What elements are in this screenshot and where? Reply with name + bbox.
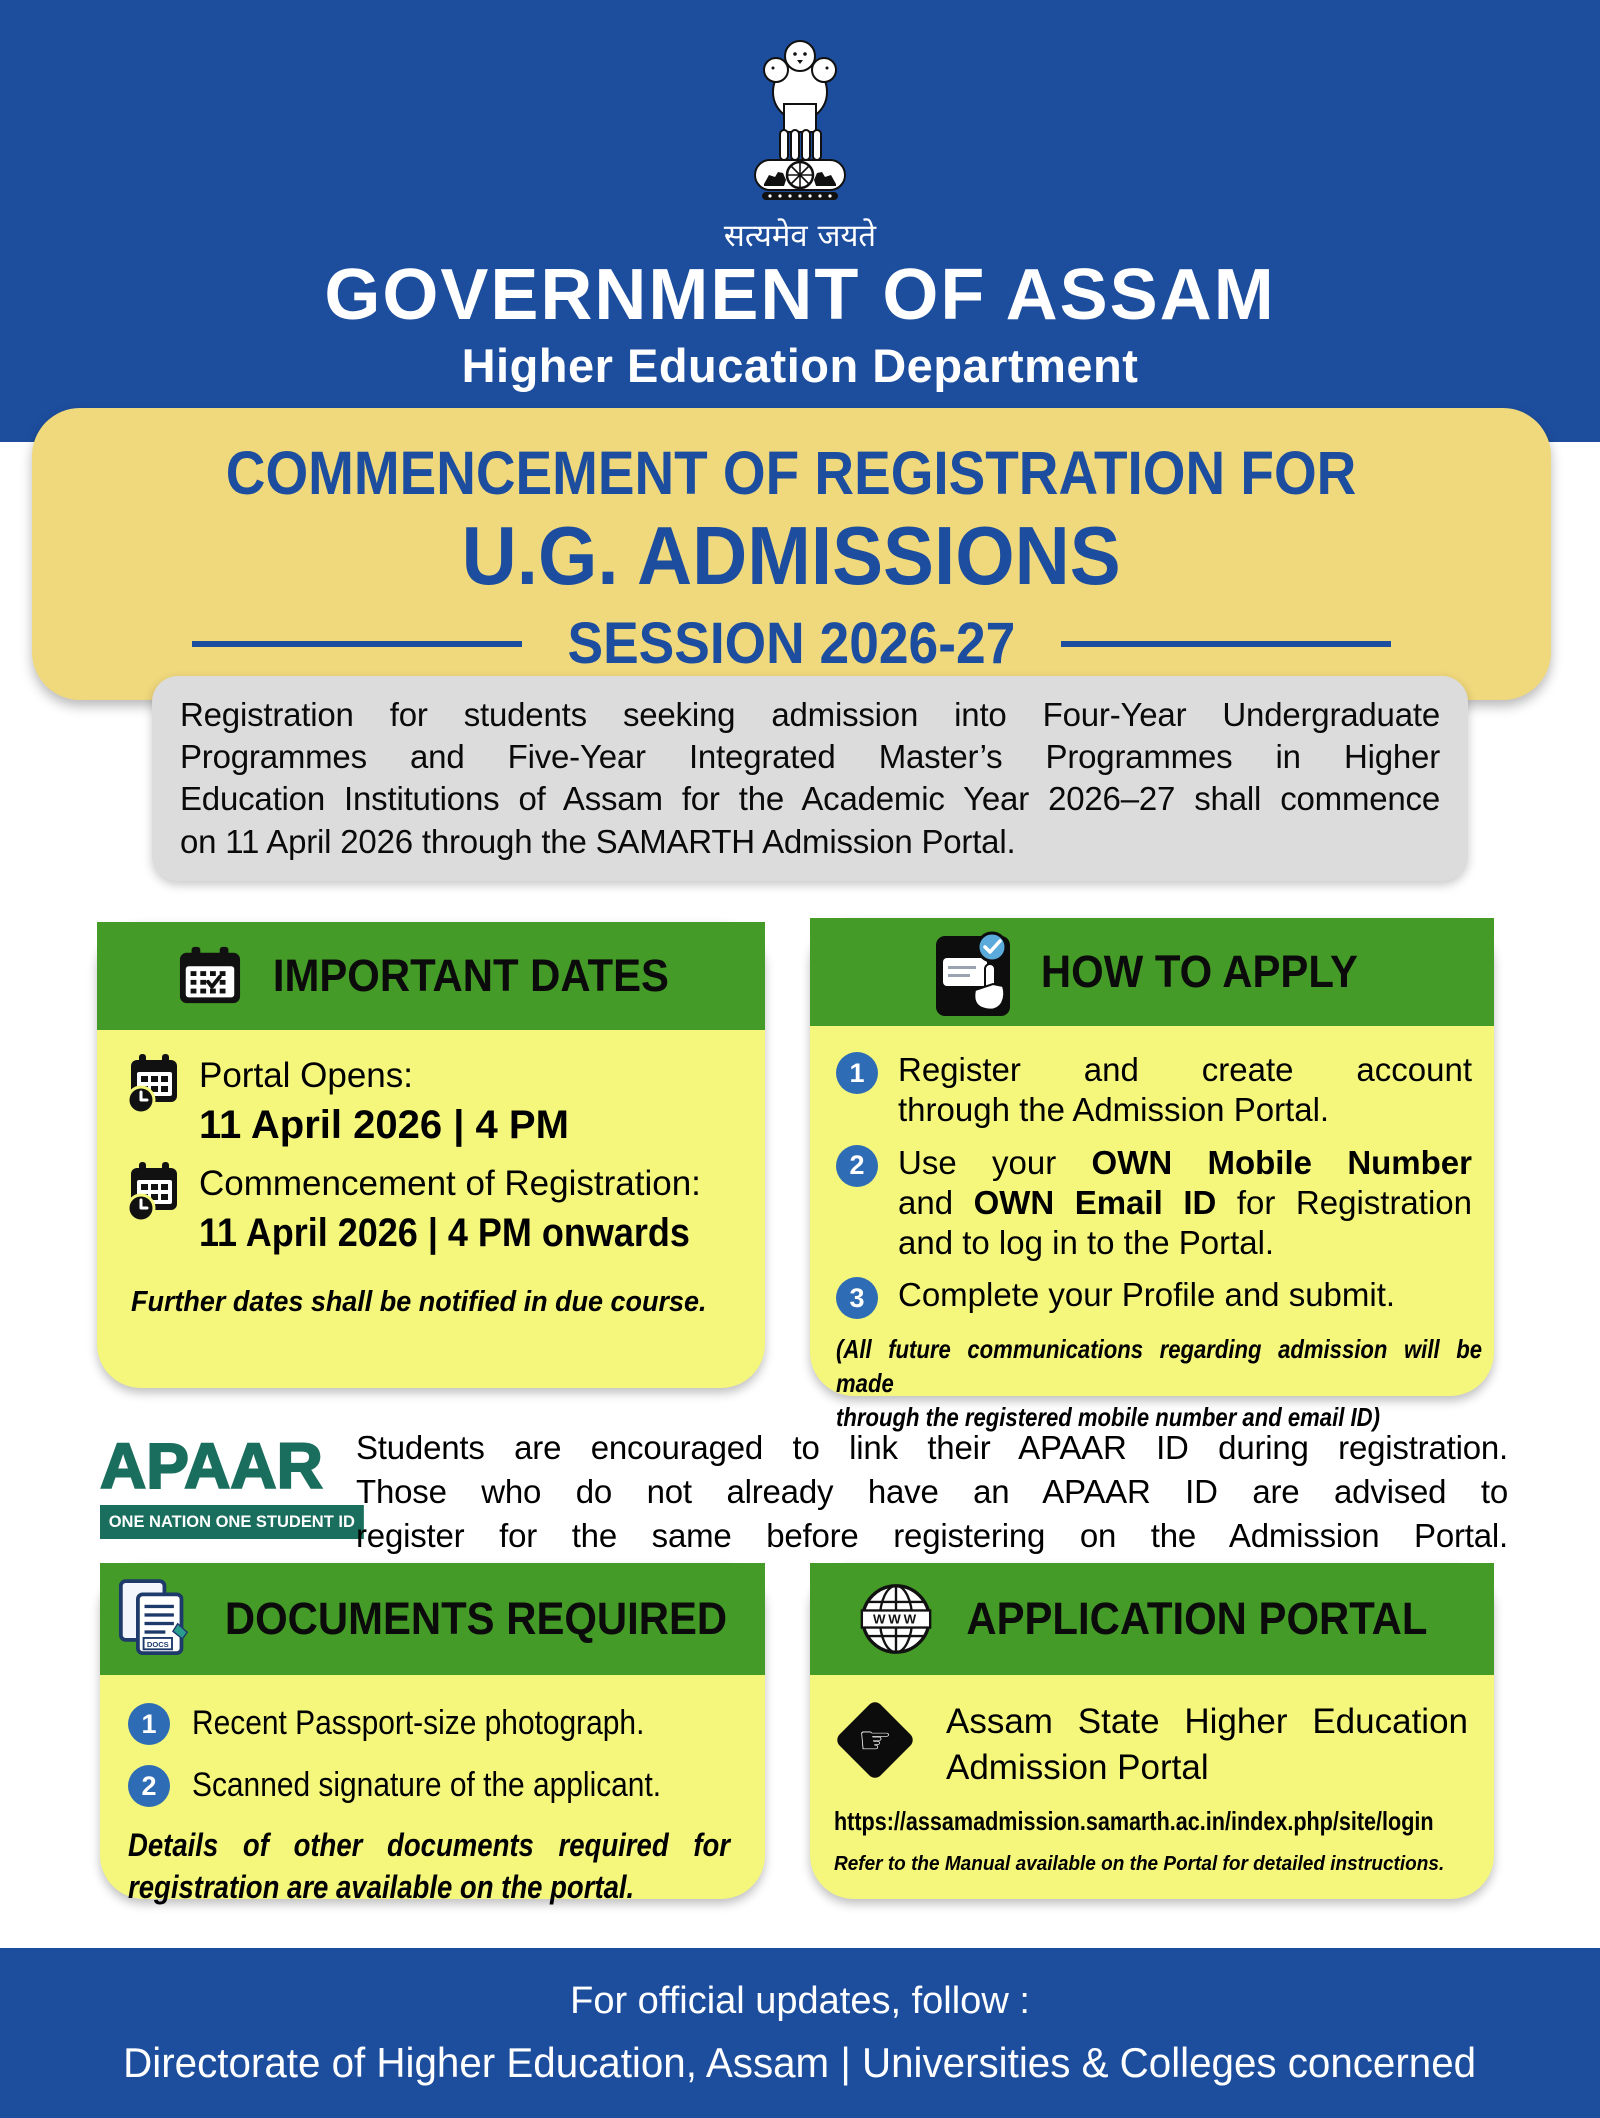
apply-note-line: (All future communications regarding admission will be made	[836, 1334, 1482, 1399]
apaar-tagline: ONE NATION ONE STUDENT ID	[100, 1505, 364, 1539]
ashoka-emblem-icon	[738, 24, 862, 208]
important-dates-title: IMPORTANT DATES	[272, 950, 670, 1001]
step-line: through the Admission Portal.	[898, 1091, 1330, 1129]
documents-note	[128, 1825, 730, 1908]
svg-text:WWW: WWW	[873, 1611, 920, 1627]
step-line: Register and create account	[898, 1051, 1472, 1088]
date-item	[127, 1054, 747, 1148]
session-rule-left	[192, 641, 522, 647]
calendar-clock-icon	[127, 1162, 181, 1222]
application-portal-title: APPLICATION PORTAL	[966, 1593, 1428, 1644]
intro-line: on 11 April 2026 through the SAMARTH Admission Portal.	[180, 822, 1016, 860]
government-title: GOVERNMENT OF ASSAM	[324, 255, 1276, 335]
date-item	[127, 1162, 747, 1256]
poster-header	[0, 0, 1600, 442]
documents-required-header	[100, 1563, 765, 1675]
calendar-check-icon	[178, 945, 242, 1007]
important-dates-body	[97, 1030, 765, 1319]
step-line: and to log in to the Portal.	[898, 1224, 1275, 1261]
dates-note: Further dates shall be notified in due course.	[131, 1286, 707, 1318]
apaar-line: Those who do not already have an APAAR ID are advised to	[356, 1472, 1508, 1510]
portal-name-row	[834, 1699, 1474, 1790]
how-to-apply-body	[810, 1026, 1494, 1435]
poster-footer	[0, 1948, 1600, 2118]
documents-icon	[118, 1577, 190, 1661]
svg-text:DOCS: DOCS	[147, 1639, 170, 1649]
title-banner	[32, 408, 1551, 700]
intro-paragraph	[152, 676, 1468, 881]
step-line: and OWN Email ID for Registration	[898, 1183, 1472, 1221]
footer-line1: For official updates, follow :	[570, 1980, 1030, 2022]
step-line: Complete your Profile and submit.	[898, 1276, 1396, 1314]
intro-line: Programmes and Five-Year Integrated Master’s Programmes in Higher	[180, 738, 1440, 776]
intro-line: Education Institutions of Assam for the Academic Year 2026–27 shall commence	[180, 780, 1440, 818]
application-portal-body	[810, 1675, 1494, 1876]
document-item	[128, 1701, 747, 1745]
step-number-badge: 3	[836, 1277, 878, 1319]
important-dates-card	[97, 922, 765, 1388]
form-hand-check-icon	[935, 926, 1013, 1018]
portal-note: Refer to the Manual available on the Portal for detailed instructions.	[834, 1853, 1445, 1875]
calendar-clock-icon	[127, 1054, 181, 1114]
step-number-badge: 1	[836, 1052, 878, 1094]
date-label: Portal Opens:	[199, 1056, 413, 1095]
important-dates-header	[97, 922, 765, 1030]
footer-line2: Directorate of Higher Education, Assam | Universities & Colleges concerned	[123, 2039, 1477, 2086]
globe-www-icon	[859, 1582, 933, 1656]
document-item	[128, 1763, 747, 1807]
satyameva-jayate-motto: सत्यमेव जयते	[723, 218, 877, 254]
item-number-badge: 2	[128, 1765, 170, 1807]
apaar-line: Students are encouraged to link their APAAR ID during registration.	[356, 1429, 1508, 1466]
intro-line: Registration for students seeking admission into Four-Year Undergraduate	[180, 696, 1440, 733]
apply-step	[836, 1143, 1472, 1264]
item-number-badge: 1	[128, 1703, 170, 1745]
pointing-hand-diamond-icon: ☞	[834, 1699, 916, 1781]
document-text: Recent Passport-size photograph.	[192, 1703, 645, 1742]
documents-required-card	[100, 1563, 765, 1905]
step-line: Use your OWN Mobile Number	[898, 1143, 1472, 1181]
session-text: SESSION 2026-27	[567, 611, 1016, 676]
date-value: 11 April 2026 | 4 PM onwards	[199, 1211, 690, 1255]
step-number-badge: 2	[836, 1145, 878, 1187]
how-to-apply-title: HOW TO APPLY	[1040, 946, 1358, 997]
documents-required-title: DOCUMENTS REQUIRED	[225, 1593, 728, 1644]
apaar-logo: APAAR	[100, 1430, 323, 1502]
apaar-paragraph	[356, 1426, 1508, 1558]
documents-required-body	[100, 1675, 765, 1908]
department-title: Higher Education Department	[461, 339, 1139, 392]
portal-name: Assam State Higher Education Admission Portal	[946, 1702, 1468, 1787]
apply-step	[836, 1050, 1472, 1131]
documents-note-line: Details of other documents required for	[128, 1827, 730, 1863]
how-to-apply-card	[810, 918, 1494, 1432]
application-portal-card	[810, 1563, 1494, 1899]
apply-step	[836, 1275, 1472, 1319]
how-to-apply-header	[810, 918, 1494, 1026]
banner-line1: COMMENCEMENT OF REGISTRATION FOR	[226, 439, 1357, 507]
portal-url[interactable]: https://assamadmission.samarth.ac.in/index.php/site/login	[834, 1806, 1434, 1836]
banner-line2: U.G. ADMISSIONS	[461, 509, 1122, 602]
application-portal-header	[810, 1563, 1494, 1675]
apaar-logo-block	[100, 1430, 355, 1539]
apply-note-line: through the registered mobile number and email ID)	[836, 1401, 1380, 1432]
document-text: Scanned signature of the applicant.	[192, 1765, 662, 1804]
date-label: Commencement of Registration:	[199, 1164, 701, 1203]
session-rule-right	[1061, 641, 1391, 647]
date-value: 11 April 2026 | 4 PM	[199, 1103, 569, 1147]
session-row	[32, 610, 1551, 677]
apply-note	[836, 1333, 1482, 1434]
apaar-line: register for the same before registering on the Admission Portal.	[356, 1516, 1508, 1554]
documents-note-line: registration are available on the portal.	[128, 1868, 635, 1905]
